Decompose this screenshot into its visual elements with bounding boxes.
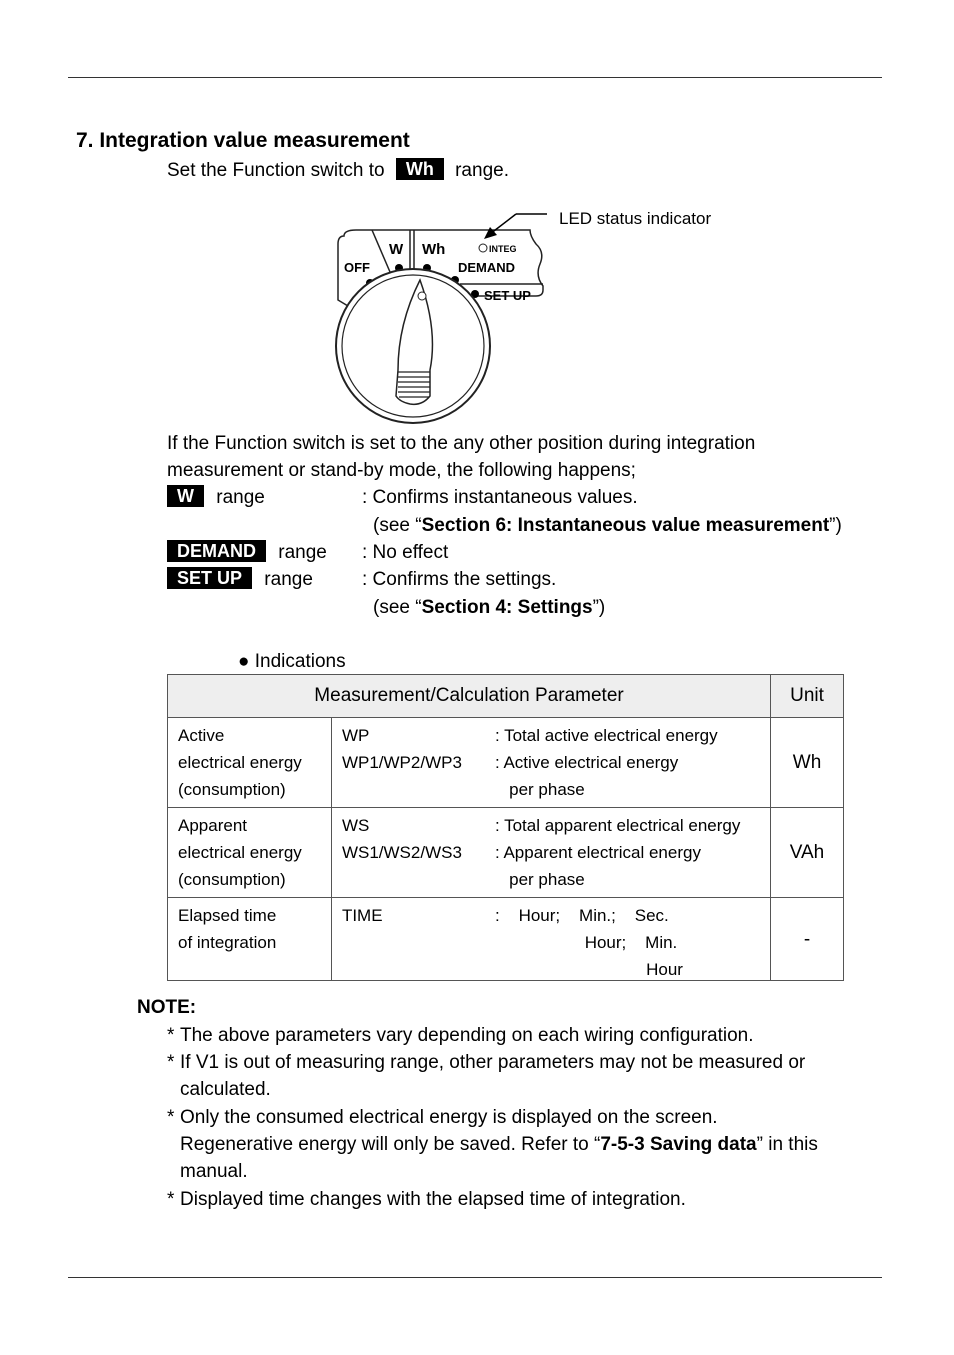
parameter-cell: TIME : Hour; Min.; Sec. Hour; Min. Hour xyxy=(331,898,770,981)
range-word: range xyxy=(278,542,327,563)
range-word: range xyxy=(264,569,313,590)
range-word: range xyxy=(216,487,265,508)
para-line-2: measurement or stand-by mode, the following happens; xyxy=(167,460,636,481)
section-title: 7. Integration value measurement xyxy=(76,129,410,152)
wh-tag: Wh xyxy=(396,158,444,180)
range-see: (see “Section 4: Settings”) xyxy=(373,597,606,618)
table-row xyxy=(168,898,844,981)
section-ref: 7-5-3 Saving data xyxy=(600,1134,757,1155)
w-tag: W xyxy=(167,485,204,507)
label-w: W xyxy=(389,241,404,258)
integ-led-icon xyxy=(479,244,487,252)
label-wh: Wh xyxy=(422,241,446,258)
range-item-w xyxy=(167,484,265,511)
range-desc: : Confirms instantaneous values. xyxy=(362,487,638,508)
bottom-rule xyxy=(68,1277,882,1278)
unit-cell: - xyxy=(771,898,844,981)
indications-heading: ● Indications xyxy=(238,651,346,672)
range-item-setup xyxy=(167,566,313,593)
demand-tag: DEMAND xyxy=(167,540,266,562)
table-row xyxy=(168,808,844,898)
intro-text-before: Set the Function switch to xyxy=(167,160,385,181)
note-title: NOTE: xyxy=(137,997,197,1018)
parameter-cell: WP WP1/WP2/WP3 : Total active electrical energy : Active electrical energy per phase xyxy=(331,718,770,808)
unit-cell: VAh xyxy=(771,808,844,898)
label-integ: INTEG xyxy=(489,244,517,254)
pointer-mark-icon xyxy=(418,292,426,300)
unit-cell: Wh xyxy=(771,718,844,808)
header-unit: Unit xyxy=(771,675,844,718)
para-line-1: If the Function switch is set to the any other position during integration xyxy=(167,433,756,454)
category-cell: Elapsed time of integration xyxy=(168,898,332,981)
table-header-row xyxy=(168,675,844,718)
setup-tag: SET UP xyxy=(167,567,252,589)
label-demand: DEMAND xyxy=(458,260,516,275)
section-ref: Section 4: Settings xyxy=(421,597,593,618)
header-param: Measurement/Calculation Parameter xyxy=(168,675,771,718)
range-desc: : No effect xyxy=(362,542,449,563)
indications-table xyxy=(167,674,844,981)
category-cell: Apparent electrical energy (consumption) xyxy=(168,808,332,898)
intro-text-after: range. xyxy=(455,160,509,181)
range-item-demand xyxy=(167,539,327,566)
category-cell: Active electrical energy (consumption) xyxy=(168,718,332,808)
top-rule xyxy=(68,77,882,78)
parameter-cell: WS WS1/WS2/WS3 : Total apparent electrical energy : Apparent electrical energy per phase xyxy=(331,808,770,898)
intro-line xyxy=(167,157,509,184)
callout-label: LED status indicator xyxy=(559,209,712,228)
function-switch-diagram xyxy=(330,200,750,430)
range-desc: : Confirms the settings. xyxy=(362,569,557,590)
table-row xyxy=(168,718,844,808)
section-ref: Section 6: Instantaneous value measurement xyxy=(421,515,830,536)
label-off: OFF xyxy=(344,260,370,275)
label-setup: SET UP xyxy=(484,288,531,303)
range-see: (see “Section 6: Instantaneous value measurement”) xyxy=(373,515,842,536)
